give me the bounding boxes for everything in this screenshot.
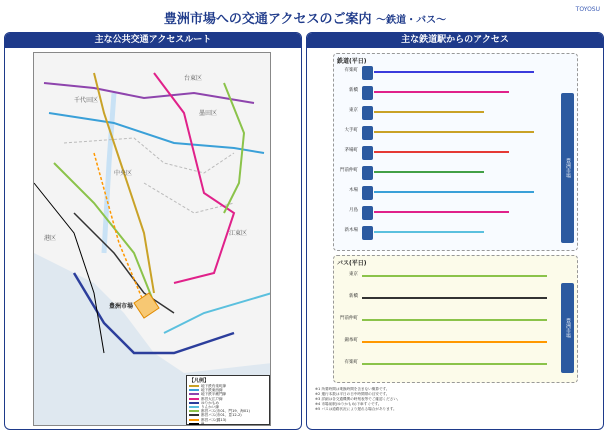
access-diagram-panel [306,32,604,430]
bus-stop: 新橋 [349,294,358,299]
ward-label: 墨田区 [199,110,218,117]
bus-stop: 有楽町 [344,360,358,365]
rail-line [374,231,484,233]
rail-line [374,191,534,193]
bus-section-label: バス(平日) [337,260,367,267]
legend-label: 地下鉄半蔵門線 [201,392,227,397]
legend-swatch [189,389,199,391]
legend-label: JR [201,421,205,426]
station-marker [362,106,373,120]
note-line: ※5 バスは道路状況により遅れる場合があります。 [315,407,397,411]
access-map-panel [4,32,302,430]
rail-station: 門前仲町 [340,168,358,173]
bus-route-line [362,319,547,321]
station-marker [362,186,373,200]
rail-section [333,53,578,251]
market-label: 豊洲市場 [109,303,134,310]
page-title [120,8,490,27]
legend-swatch [189,398,199,400]
legend-label: 地下鉄有楽町線 [201,384,227,389]
rail-station: 東京 [349,108,358,113]
note-line: ※2 運行本数は平日の日中時間帯の目安です。 [315,392,390,396]
ward-label: 千代田区 [74,97,99,104]
bus-stop: 門前仲町 [340,316,358,321]
map-legend [186,375,270,425]
title-subtitle: 〜鉄道・バス〜 [376,15,447,26]
station-marker [362,226,373,240]
bus-route-line [362,275,547,277]
rail-section-label: 鉄道(平日) [337,58,367,65]
destination-bus: 豊洲市場 [561,283,574,373]
legend-label: 都営バス(市01、豊12-2) [201,413,242,418]
legend-swatch [189,414,199,416]
ward-label: 江東区 [229,230,248,237]
rail-line [374,91,509,93]
note-line: ※1 所要時間は乗換時間を含まない概算です。 [315,387,390,391]
legend-swatch [189,410,199,412]
legend-item [189,422,267,426]
legend-label: 都営バス(市01、門19、海01) [201,409,250,414]
bus-route-line [362,297,547,299]
station-marker [362,146,373,160]
notes [315,387,597,412]
station-marker [362,166,373,180]
legend-title: 【凡例】 [189,378,210,384]
legend-swatch [189,393,199,395]
rail-line [374,131,534,133]
rail-line [374,151,509,153]
station-marker [362,126,373,140]
legend-label: りんかい線 [201,405,219,410]
station-marker [362,66,373,80]
bus-stop: 錦糸町 [344,338,358,343]
legend-swatch [189,406,199,408]
rail-station: 月島 [349,208,358,213]
ward-label: 港区 [44,235,57,242]
destination-rail: 豊洲市場 [561,93,574,243]
rail-line [374,71,534,73]
route-map [33,52,271,426]
title-main: 豊洲市場への交通アクセスのご案内 [163,12,372,27]
ward-label: 中央区 [114,170,133,177]
rail-station: 有楽町 [344,68,358,73]
legend-swatch [189,423,199,425]
bus-stop: 東京 [349,272,358,277]
rail-station: 茅場町 [344,148,358,153]
legend-label: 都営バス(錦13) [201,417,227,422]
ward-label: 台東区 [184,75,203,82]
bus-section [333,255,578,383]
access-diagram [333,53,578,383]
rail-line [374,111,484,113]
note-line: ※3 詳細は各交通機関の時刻表等でご確認ください。 [315,397,401,401]
rail-station: 新橋 [349,88,358,93]
legend-rows [189,384,267,426]
map-graphic [34,53,271,426]
map-panel-header: 主な公共交通アクセスルート [5,33,301,48]
legend-swatch [189,419,199,421]
rail-station: 大手町 [344,128,358,133]
note-line: ※4 市場前駅(ゆりかもめ)下車すぐです。 [315,402,382,406]
rail-line [374,211,509,213]
station-marker [362,206,373,220]
legend-swatch [189,402,199,404]
legend-swatch [189,385,199,387]
diagram-panel-header: 主な鉄道駅からのアクセス [307,33,603,48]
logo: TOYOSU [575,6,600,13]
station-marker [362,86,373,100]
rail-station: 新木場 [344,228,358,233]
rail-station: 木場 [349,188,358,193]
legend-label: 都営大江戸線 [201,396,223,401]
rail-line [374,171,484,173]
legend-label: 地下鉄東西線 [201,388,223,393]
bus-route-line [362,341,547,343]
legend-label: ゆりかもめ [201,400,219,405]
bus-route-line [362,363,547,365]
